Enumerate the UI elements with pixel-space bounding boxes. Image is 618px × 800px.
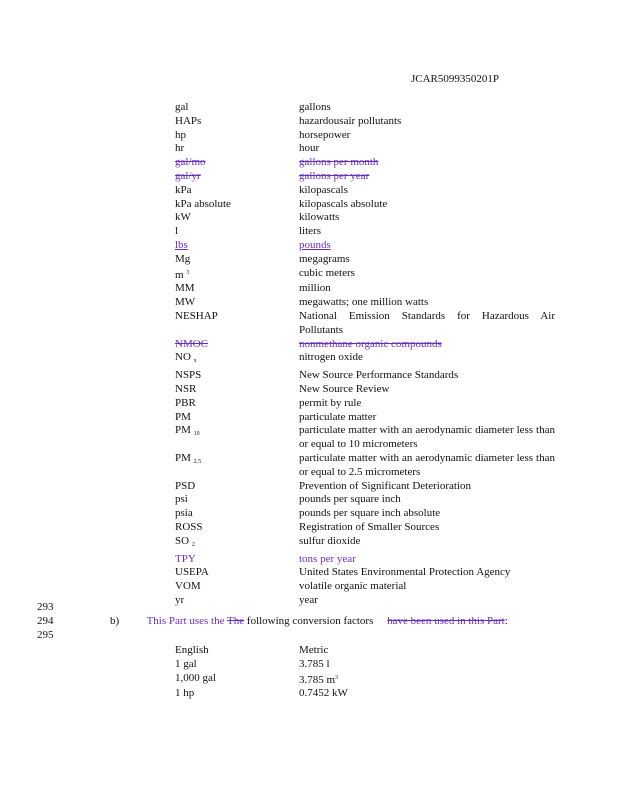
abbreviation-row	[175, 282, 565, 296]
abbreviation-row	[175, 239, 565, 253]
deleted-text: The	[227, 615, 245, 627]
abbreviation-row	[175, 225, 565, 239]
abbreviation-definition: gallons per month	[299, 156, 379, 169]
document-code: JCAR5099350201P	[411, 73, 500, 85]
conversion-header-row	[175, 644, 425, 658]
abbreviation-definition: horsepower	[299, 128, 351, 141]
abbreviation-row	[175, 535, 565, 553]
abbreviation-term: NSPS	[175, 369, 202, 382]
abbreviation-row	[175, 253, 565, 267]
abbreviation-term: l	[175, 225, 179, 238]
abbreviation-term: gal/yr	[175, 169, 201, 182]
metric-value: 3.785 $m^3$	[299, 673, 339, 686]
abbreviation-term: psia	[175, 507, 193, 520]
deleted-text: have been used in this Part	[387, 615, 505, 627]
abbreviation-term: PM	[175, 410, 191, 423]
abbreviation-row	[175, 580, 565, 594]
abbreviation-row	[175, 351, 565, 369]
conversion-row	[175, 687, 425, 701]
abbreviation-row	[175, 424, 565, 452]
abbreviation-row	[175, 383, 565, 397]
line-number: 293	[37, 601, 54, 613]
abbreviation-row	[175, 156, 565, 170]
metric-value: 3.785 l	[299, 657, 330, 670]
abbreviation-definition: Registration of Smaller Sources	[299, 520, 440, 533]
abbreviation-term: kPa	[175, 183, 192, 196]
abbreviation-term: lbs	[175, 238, 188, 251]
abbreviation-row	[175, 170, 565, 184]
abbreviation-term: NSR	[175, 382, 197, 395]
abbreviation-definition: million	[299, 282, 331, 295]
abbreviation-term: USEPA	[175, 566, 209, 579]
paragraph-b	[110, 615, 508, 627]
abbreviation-row	[175, 129, 565, 143]
abbreviation-term: psi	[175, 493, 188, 506]
abbreviation-definition: particulate matter	[299, 410, 377, 423]
abbreviation-definition: pounds	[299, 238, 331, 251]
paragraph-end: :	[504, 615, 508, 627]
abbreviation-definition: year	[299, 593, 318, 606]
abbreviation-definition: megagrams	[299, 252, 350, 265]
abbreviation-list	[175, 101, 565, 608]
abbreviation-definition: kilopascals absolute	[299, 197, 388, 210]
abbreviation-term: yr	[175, 593, 185, 606]
abbreviation-term: gal	[175, 101, 189, 113]
abbreviation-definition: megawatts; one million watts	[299, 296, 429, 309]
abbreviation-term: NESHAP	[175, 309, 218, 322]
abbreviation-row	[175, 198, 565, 212]
conversion-row	[175, 672, 425, 688]
abbreviation-row	[175, 211, 565, 225]
abbreviation-row	[175, 521, 565, 535]
line-number: 294	[37, 615, 54, 627]
abbreviation-row	[175, 115, 565, 129]
abbreviation-term: PSD	[175, 479, 196, 492]
abbreviation-term: hp	[175, 128, 186, 141]
abbreviation-row	[175, 142, 565, 156]
abbreviation-term: PM $_{10}$	[175, 424, 200, 438]
abbreviation-definition: pounds per square inch absolute	[299, 507, 441, 520]
abbreviation-definition: liters	[299, 225, 321, 238]
abbreviation-definition: nonmethane organic compounds	[299, 337, 442, 350]
conversion-row	[175, 658, 425, 672]
english-value: 1 hp	[175, 687, 195, 700]
english-value: 1,000 gal	[175, 671, 216, 684]
abbreviation-definition: New Source Performance Standards	[299, 369, 459, 382]
abbreviation-definition: United States Environmental Protection Agency	[299, 566, 511, 579]
abbreviation-row	[175, 452, 565, 480]
abbreviation-row	[175, 553, 565, 567]
abbreviation-definition: particulate matter with an aerodynamic diameter less than or equal to 10 micrometers	[299, 424, 555, 451]
abbreviation-term: NMOC	[175, 337, 209, 350]
abbreviation-term: hr	[175, 142, 185, 155]
abbreviation-definition: permit by rule	[299, 396, 362, 409]
abbreviation-definition: kilowatts	[299, 211, 340, 224]
abbreviation-row	[175, 267, 565, 283]
abbreviation-term: HAPs	[175, 114, 202, 127]
abbreviation-definition: gallons	[299, 101, 331, 113]
abbreviation-term: m $^3$	[175, 268, 190, 281]
abbreviation-row	[175, 101, 565, 115]
abbreviation-term: SO $_2$	[175, 534, 195, 548]
abbreviation-row	[175, 369, 565, 383]
paragraph-text: following conversion factors	[246, 615, 374, 627]
abbreviation-term: ROSS	[175, 520, 203, 533]
abbreviation-row	[175, 338, 565, 352]
abbreviation-definition: sulfur dioxide	[299, 534, 361, 547]
abbreviation-definition: hour	[299, 142, 320, 155]
paragraph-label: b)	[110, 615, 120, 627]
abbreviation-term: MW	[175, 296, 196, 309]
abbreviation-definition: National Emission Standards for Hazardous Air Pollutants	[299, 309, 555, 336]
abbreviation-term: NO $_x$	[175, 351, 197, 365]
abbreviation-definition: gallons per year	[299, 169, 370, 182]
column-header-metric: Metric	[299, 644, 329, 656]
abbreviation-definition: New Source Review	[299, 382, 390, 395]
abbreviation-definition: pounds per square inch	[299, 493, 401, 506]
abbreviation-definition: kilopascals	[299, 183, 348, 196]
abbreviation-row	[175, 566, 565, 580]
abbreviation-row	[175, 310, 565, 338]
abbreviation-definition: Prevention of Significant Deterioration	[299, 479, 471, 492]
abbreviation-definition: tons per year	[299, 552, 356, 565]
abbreviation-row	[175, 480, 565, 494]
abbreviation-term: TPY	[175, 552, 196, 565]
abbreviation-term: kPa absolute	[175, 197, 231, 210]
abbreviation-term: MM	[175, 282, 195, 295]
abbreviation-definition: cubic meters	[299, 266, 355, 279]
abbreviation-term: kW	[175, 211, 191, 224]
abbreviation-term: Mg	[175, 252, 191, 265]
abbreviation-row	[175, 184, 565, 198]
abbreviation-row	[175, 493, 565, 507]
abbreviation-definition: hazardousair pollutants	[299, 114, 402, 127]
abbreviation-definition: particulate matter with an aerodynamic diameter less than or equal to 2.5 micrometers	[299, 451, 555, 478]
abbreviation-definition: nitrogen oxide	[299, 351, 363, 364]
english-value: 1 gal	[175, 657, 197, 670]
abbreviation-row	[175, 507, 565, 521]
column-header-english: English	[175, 644, 209, 656]
abbreviation-row	[175, 397, 565, 411]
abbreviation-row	[175, 296, 565, 310]
abbreviation-definition: volatile organic material	[299, 580, 407, 593]
abbreviation-row	[175, 594, 565, 608]
abbreviation-term: PM $_{2.5}$	[175, 451, 202, 465]
inserted-text: This Part uses the	[146, 615, 225, 627]
conversion-table	[175, 644, 425, 701]
abbreviation-term: gal/mo	[175, 156, 206, 169]
abbreviation-row	[175, 411, 565, 425]
line-number: 295	[37, 629, 54, 641]
abbreviation-term: VOM	[175, 580, 201, 593]
metric-value: 0.7452 kW	[299, 687, 348, 700]
abbreviation-term: PBR	[175, 396, 196, 409]
